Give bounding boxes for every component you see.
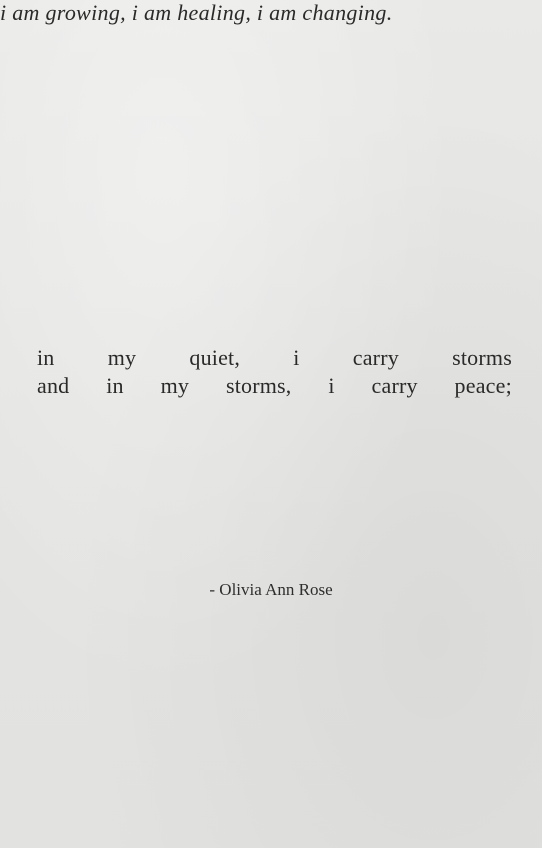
poem-word: storms (452, 345, 512, 370)
poem-word: in (106, 373, 124, 398)
poem-word: peace; (454, 373, 512, 398)
poem-word: in (37, 345, 55, 370)
author-attribution: - Olivia Ann Rose (209, 580, 333, 599)
poem-word: carry (371, 373, 418, 398)
poem-line-1 (37, 345, 512, 371)
poem-word: my (107, 345, 137, 370)
poem-word: storms, (225, 373, 292, 398)
poem-word: carry (352, 345, 399, 370)
poem-word: i (293, 345, 300, 370)
poem-word: and (37, 373, 70, 398)
poem-word: i (328, 373, 335, 398)
poem-word: quiet, (189, 345, 241, 370)
poem-line-3-italic: i am growing, i am healing, i am changing. (0, 0, 393, 25)
poem-line-2 (37, 373, 512, 399)
poem-word: my (160, 373, 190, 398)
